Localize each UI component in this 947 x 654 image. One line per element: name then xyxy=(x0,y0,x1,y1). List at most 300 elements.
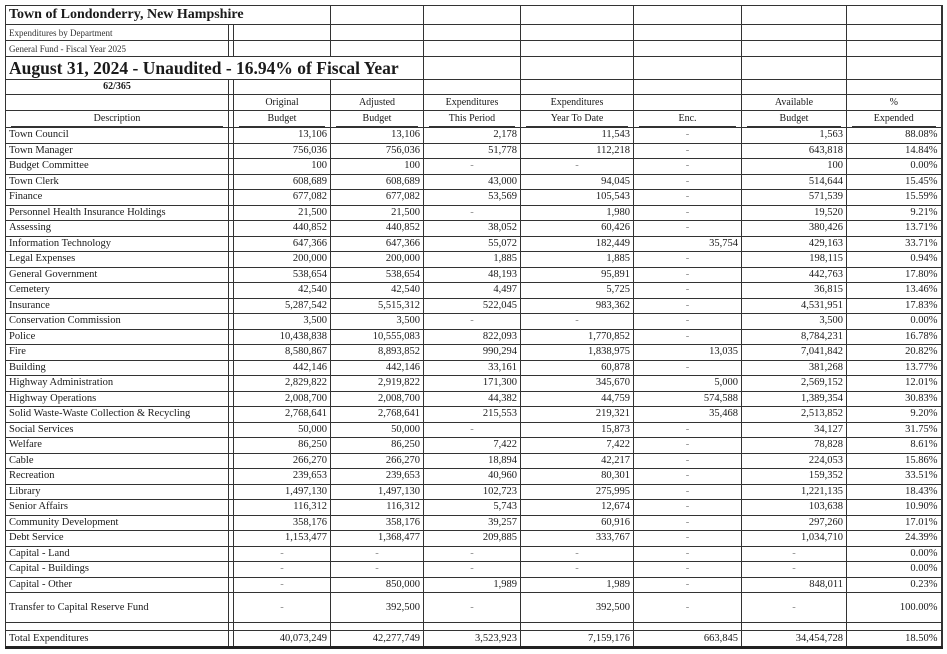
table-row xyxy=(6,453,942,469)
enc-cell: 663,845 xyxy=(634,631,742,648)
available-budget-cell: - xyxy=(742,562,847,578)
header-row-2 xyxy=(6,111,942,128)
adjusted-budget-cell: 116,312 xyxy=(331,500,424,516)
adjusted-budget-cell: 538,654 xyxy=(331,267,424,283)
empty-cell xyxy=(234,41,331,57)
original-budget-cell: - xyxy=(234,562,331,578)
pct-expended-cell: 18.43% xyxy=(847,484,942,500)
description-cell: Town Manager xyxy=(6,143,229,159)
description-cell: Insurance xyxy=(6,298,229,314)
this-period-cell: 1,989 xyxy=(424,577,521,593)
empty-cell xyxy=(742,623,847,631)
this-period-cell: - xyxy=(424,546,521,562)
this-period-cell: - xyxy=(424,562,521,578)
table-row xyxy=(6,159,942,175)
header-label: Budget xyxy=(336,112,418,127)
table-row xyxy=(6,252,942,268)
pct-expended-cell: 0.00% xyxy=(847,314,942,330)
table-row xyxy=(6,407,942,423)
empty-cell xyxy=(331,6,424,25)
report-title: Town of Londonderry, New Hampshire xyxy=(6,6,331,25)
adjusted-budget-cell: 608,689 xyxy=(331,174,424,190)
empty-cell xyxy=(234,80,331,95)
pct-expended-cell: 9.21% xyxy=(847,205,942,221)
enc-cell: - xyxy=(634,453,742,469)
column-header-description xyxy=(6,111,229,128)
original-budget-cell: 42,540 xyxy=(234,283,331,299)
this-period-cell: - xyxy=(424,205,521,221)
original-budget-cell: 440,852 xyxy=(234,221,331,237)
description-cell: Finance xyxy=(6,190,229,206)
empty-cell xyxy=(634,25,742,41)
table-row xyxy=(6,236,942,252)
description-cell: Solid Waste-Waste Collection & Recycling xyxy=(6,407,229,423)
pct-expended-cell: 14.84% xyxy=(847,143,942,159)
description-cell: Community Development xyxy=(6,515,229,531)
original-budget-cell: 100 xyxy=(234,159,331,175)
this-period-cell: 51,778 xyxy=(424,143,521,159)
table-row xyxy=(6,376,942,392)
empty-cell xyxy=(521,57,634,80)
table-row xyxy=(6,360,942,376)
adjusted-budget-cell: 3,500 xyxy=(331,314,424,330)
table-row xyxy=(6,438,942,454)
table-row xyxy=(6,562,942,578)
column-header-available-budget xyxy=(742,111,847,128)
this-period-cell: 3,523,923 xyxy=(424,631,521,648)
year-to-date-cell: 1,980 xyxy=(521,205,634,221)
original-budget-cell: 200,000 xyxy=(234,252,331,268)
this-period-cell: 38,052 xyxy=(424,221,521,237)
adjusted-budget-cell: 86,250 xyxy=(331,438,424,454)
original-budget-cell: 756,036 xyxy=(234,143,331,159)
table-row xyxy=(6,484,942,500)
available-budget-cell: 19,520 xyxy=(742,205,847,221)
available-budget-cell: 7,041,842 xyxy=(742,345,847,361)
empty-cell xyxy=(847,41,942,57)
header-adjusted-top: Adjusted xyxy=(331,95,424,111)
table-row xyxy=(6,298,942,314)
description-cell: Cemetery xyxy=(6,283,229,299)
adjusted-budget-cell: 8,893,852 xyxy=(331,345,424,361)
empty-cell xyxy=(234,25,331,41)
adjusted-budget-cell: 647,366 xyxy=(331,236,424,252)
adjusted-budget-cell: 2,919,822 xyxy=(331,376,424,392)
adjusted-budget-cell: - xyxy=(331,546,424,562)
available-budget-cell: 1,563 xyxy=(742,128,847,144)
original-budget-cell: - xyxy=(234,546,331,562)
original-budget-cell: 358,176 xyxy=(234,515,331,531)
enc-cell: - xyxy=(634,128,742,144)
original-budget-cell: 13,106 xyxy=(234,128,331,144)
available-budget-cell: 297,260 xyxy=(742,515,847,531)
table-row xyxy=(6,546,942,562)
description-cell: Town Council xyxy=(6,128,229,144)
empty-cell xyxy=(424,57,521,80)
available-budget-cell: 4,531,951 xyxy=(742,298,847,314)
available-budget-cell: 198,115 xyxy=(742,252,847,268)
table-row xyxy=(6,267,942,283)
description-cell: Transfer to Capital Reserve Fund xyxy=(6,593,229,623)
description-cell: Debt Service xyxy=(6,531,229,547)
description-cell: Recreation xyxy=(6,469,229,485)
year-to-date-cell: 1,885 xyxy=(521,252,634,268)
description-cell: Building xyxy=(6,360,229,376)
year-to-date-cell: 392,500 xyxy=(521,593,634,623)
available-budget-cell: 2,513,852 xyxy=(742,407,847,423)
pct-expended-cell: 88.08% xyxy=(847,128,942,144)
year-to-date-cell: 44,759 xyxy=(521,391,634,407)
table-row xyxy=(6,531,942,547)
column-header-year-to-date xyxy=(521,111,634,128)
original-budget-cell: - xyxy=(234,593,331,623)
year-to-date-cell: 60,426 xyxy=(521,221,634,237)
empty-cell xyxy=(6,623,229,631)
empty-cell xyxy=(331,80,424,95)
year-to-date-cell: 42,217 xyxy=(521,453,634,469)
this-period-cell: 53,569 xyxy=(424,190,521,206)
original-budget-cell: 239,653 xyxy=(234,469,331,485)
adjusted-budget-cell: 10,555,083 xyxy=(331,329,424,345)
enc-cell: - xyxy=(634,283,742,299)
pct-expended-cell: 13.46% xyxy=(847,283,942,299)
column-header-original-budget xyxy=(234,111,331,128)
available-budget-cell: 3,500 xyxy=(742,314,847,330)
original-budget-cell: 442,146 xyxy=(234,360,331,376)
enc-cell: - xyxy=(634,159,742,175)
adjusted-budget-cell: 42,277,749 xyxy=(331,631,424,648)
original-budget-cell: 2,008,700 xyxy=(234,391,331,407)
table-row xyxy=(6,190,942,206)
this-period-cell: 1,885 xyxy=(424,252,521,268)
year-to-date-cell: 1,838,975 xyxy=(521,345,634,361)
empty-cell xyxy=(521,25,634,41)
available-budget-cell: 78,828 xyxy=(742,438,847,454)
table-row xyxy=(6,500,942,516)
available-budget-cell: 1,034,710 xyxy=(742,531,847,547)
enc-cell: - xyxy=(634,190,742,206)
pct-expended-cell: 10.90% xyxy=(847,500,942,516)
available-budget-cell: 100 xyxy=(742,159,847,175)
year-to-date-cell: 219,321 xyxy=(521,407,634,423)
original-budget-cell: 2,768,641 xyxy=(234,407,331,423)
report-subtitle-fund: General Fund - Fiscal Year 2025 xyxy=(6,41,229,57)
available-budget-cell: 36,815 xyxy=(742,283,847,299)
empty-cell xyxy=(634,80,742,95)
available-budget-cell: 571,539 xyxy=(742,190,847,206)
table-row xyxy=(6,283,942,299)
description-cell: Senior Affairs xyxy=(6,500,229,516)
adjusted-budget-cell: 358,176 xyxy=(331,515,424,531)
empty-cell xyxy=(742,57,847,80)
enc-cell: - xyxy=(634,422,742,438)
available-budget-cell: 159,352 xyxy=(742,469,847,485)
pct-expended-cell: 0.00% xyxy=(847,562,942,578)
this-period-cell: 44,382 xyxy=(424,391,521,407)
available-budget-cell: - xyxy=(742,546,847,562)
enc-cell: - xyxy=(634,469,742,485)
enc-cell: - xyxy=(634,329,742,345)
available-budget-cell: 1,221,135 xyxy=(742,484,847,500)
enc-cell: - xyxy=(634,174,742,190)
header-label: Expended xyxy=(852,112,936,127)
enc-cell: - xyxy=(634,577,742,593)
empty-cell xyxy=(424,6,521,25)
pct-expended-cell: 12.01% xyxy=(847,376,942,392)
report-subtitle-department: Expenditures by Department xyxy=(6,25,229,41)
this-period-cell: 215,553 xyxy=(424,407,521,423)
available-budget-cell: 380,426 xyxy=(742,221,847,237)
pct-expended-cell: 0.94% xyxy=(847,252,942,268)
available-budget-cell: 103,638 xyxy=(742,500,847,516)
adjusted-budget-cell: 200,000 xyxy=(331,252,424,268)
this-period-cell: 55,072 xyxy=(424,236,521,252)
header-pct-top: % xyxy=(847,95,942,111)
header-period-top: Expenditures xyxy=(424,95,521,111)
year-to-date-cell: 15,873 xyxy=(521,422,634,438)
this-period-cell: 7,422 xyxy=(424,438,521,454)
day-count: 62/365 xyxy=(6,80,229,95)
empty-cell xyxy=(331,623,424,631)
adjusted-budget-cell: 2,768,641 xyxy=(331,407,424,423)
table-row xyxy=(6,174,942,190)
empty-cell xyxy=(847,6,942,25)
empty-cell xyxy=(331,25,424,41)
empty-cell xyxy=(521,80,634,95)
transfer-row xyxy=(6,593,942,623)
table-row xyxy=(6,469,942,485)
description-cell: Conservation Commission xyxy=(6,314,229,330)
pct-expended-cell: 33.51% xyxy=(847,469,942,485)
year-to-date-cell: 11,543 xyxy=(521,128,634,144)
table-row xyxy=(6,314,942,330)
this-period-cell: 822,093 xyxy=(424,329,521,345)
adjusted-budget-cell: 442,146 xyxy=(331,360,424,376)
year-to-date-cell: 5,725 xyxy=(521,283,634,299)
available-budget-cell: 8,784,231 xyxy=(742,329,847,345)
empty-cell xyxy=(424,25,521,41)
year-to-date-cell: 12,674 xyxy=(521,500,634,516)
table-row xyxy=(6,329,942,345)
adjusted-budget-cell: 42,540 xyxy=(331,283,424,299)
adjusted-budget-cell: 440,852 xyxy=(331,221,424,237)
this-period-cell: 171,300 xyxy=(424,376,521,392)
adjusted-budget-cell: 50,000 xyxy=(331,422,424,438)
empty-cell xyxy=(521,6,634,25)
year-to-date-cell: 112,218 xyxy=(521,143,634,159)
pct-expended-cell: 13.77% xyxy=(847,360,942,376)
column-header-pct-expended xyxy=(847,111,942,128)
description-cell: Police xyxy=(6,329,229,345)
header-label: Description xyxy=(11,112,223,127)
original-budget-cell: 1,153,477 xyxy=(234,531,331,547)
table-row xyxy=(6,345,942,361)
description-cell: Capital - Buildings xyxy=(6,562,229,578)
year-to-date-cell: 7,422 xyxy=(521,438,634,454)
year-to-date-cell: 94,045 xyxy=(521,174,634,190)
empty-cell xyxy=(424,623,521,631)
pct-expended-cell: 20.82% xyxy=(847,345,942,361)
this-period-cell: 39,257 xyxy=(424,515,521,531)
enc-cell: - xyxy=(634,143,742,159)
pct-expended-cell: 8.61% xyxy=(847,438,942,454)
adjusted-budget-cell: 5,515,312 xyxy=(331,298,424,314)
pct-expended-cell: 33.71% xyxy=(847,236,942,252)
original-budget-cell: 40,073,249 xyxy=(234,631,331,648)
enc-cell: 35,754 xyxy=(634,236,742,252)
empty-cell xyxy=(847,80,942,95)
year-to-date-cell: 333,767 xyxy=(521,531,634,547)
enc-cell: - xyxy=(634,221,742,237)
adjusted-budget-cell: 21,500 xyxy=(331,205,424,221)
enc-cell: - xyxy=(634,267,742,283)
header-label: Enc. xyxy=(639,112,736,127)
original-budget-cell: 266,270 xyxy=(234,453,331,469)
this-period-cell: 48,193 xyxy=(424,267,521,283)
original-budget-cell: 647,366 xyxy=(234,236,331,252)
enc-cell: 5,000 xyxy=(634,376,742,392)
adjusted-budget-cell: 850,000 xyxy=(331,577,424,593)
header-label: Year To Date xyxy=(526,112,628,127)
original-budget-cell: - xyxy=(234,577,331,593)
original-budget-cell: 86,250 xyxy=(234,438,331,454)
enc-cell: - xyxy=(634,484,742,500)
original-budget-cell: 116,312 xyxy=(234,500,331,516)
enc-cell: - xyxy=(634,205,742,221)
header-row-1 xyxy=(6,95,942,111)
description-cell: Information Technology xyxy=(6,236,229,252)
pct-expended-cell: 18.50% xyxy=(847,631,942,648)
pct-expended-cell: 30.83% xyxy=(847,391,942,407)
year-to-date-cell: 60,916 xyxy=(521,515,634,531)
enc-cell: - xyxy=(634,314,742,330)
available-budget-cell: 2,569,152 xyxy=(742,376,847,392)
available-budget-cell: 848,011 xyxy=(742,577,847,593)
description-cell: Social Services xyxy=(6,422,229,438)
adjusted-budget-cell: 2,008,700 xyxy=(331,391,424,407)
adjusted-budget-cell: 392,500 xyxy=(331,593,424,623)
year-to-date-cell: 983,362 xyxy=(521,298,634,314)
table-row xyxy=(6,391,942,407)
available-budget-cell: 34,454,728 xyxy=(742,631,847,648)
table-row xyxy=(6,128,942,144)
empty-cell xyxy=(847,57,942,80)
adjusted-budget-cell: 1,368,477 xyxy=(331,531,424,547)
description-cell: Personnel Health Insurance Holdings xyxy=(6,205,229,221)
year-to-date-cell: 1,770,852 xyxy=(521,329,634,345)
adjusted-budget-cell: - xyxy=(331,562,424,578)
original-budget-cell: 608,689 xyxy=(234,174,331,190)
this-period-cell: 18,894 xyxy=(424,453,521,469)
available-budget-cell: 1,389,354 xyxy=(742,391,847,407)
column-header-enc xyxy=(634,111,742,128)
expenditure-report-table xyxy=(5,5,943,649)
header-label: This Period xyxy=(429,112,515,127)
pct-expended-cell: 15.59% xyxy=(847,190,942,206)
enc-cell: 574,588 xyxy=(634,391,742,407)
this-period-cell: - xyxy=(424,422,521,438)
year-to-date-cell: 105,543 xyxy=(521,190,634,206)
empty-cell xyxy=(742,41,847,57)
available-budget-cell: 514,644 xyxy=(742,174,847,190)
empty-cell xyxy=(521,623,634,631)
year-to-date-cell: 182,449 xyxy=(521,236,634,252)
adjusted-budget-cell: 13,106 xyxy=(331,128,424,144)
description-cell: General Government xyxy=(6,267,229,283)
header-original-top: Original xyxy=(234,95,331,111)
table-row xyxy=(6,205,942,221)
pct-expended-cell: 17.01% xyxy=(847,515,942,531)
table-row xyxy=(6,577,942,593)
enc-cell: - xyxy=(634,546,742,562)
enc-cell: 13,035 xyxy=(634,345,742,361)
description-cell: Cable xyxy=(6,453,229,469)
year-to-date-cell: - xyxy=(521,562,634,578)
original-budget-cell: 2,829,822 xyxy=(234,376,331,392)
header-available-top: Available xyxy=(742,95,847,111)
adjusted-budget-cell: 1,497,130 xyxy=(331,484,424,500)
pct-expended-cell: 100.00% xyxy=(847,593,942,623)
available-budget-cell: - xyxy=(742,593,847,623)
pct-expended-cell: 15.45% xyxy=(847,174,942,190)
adjusted-budget-cell: 266,270 xyxy=(331,453,424,469)
description-cell: Capital - Land xyxy=(6,546,229,562)
pct-expended-cell: 0.23% xyxy=(847,577,942,593)
total-row xyxy=(6,631,942,648)
this-period-cell: 522,045 xyxy=(424,298,521,314)
adjusted-budget-cell: 239,653 xyxy=(331,469,424,485)
pct-expended-cell: 15.86% xyxy=(847,453,942,469)
original-budget-cell: 21,500 xyxy=(234,205,331,221)
pct-expended-cell: 31.75% xyxy=(847,422,942,438)
enc-cell: - xyxy=(634,360,742,376)
this-period-cell: 5,743 xyxy=(424,500,521,516)
year-to-date-cell: - xyxy=(521,546,634,562)
description-cell: Legal Expenses xyxy=(6,252,229,268)
enc-cell: - xyxy=(634,252,742,268)
available-budget-cell: 34,127 xyxy=(742,422,847,438)
header-label: Budget xyxy=(239,112,325,127)
pct-expended-cell: 17.83% xyxy=(847,298,942,314)
available-budget-cell: 429,163 xyxy=(742,236,847,252)
pct-expended-cell: 16.78% xyxy=(847,329,942,345)
description-cell: Welfare xyxy=(6,438,229,454)
description-cell: Total Expenditures xyxy=(6,631,229,648)
enc-cell: - xyxy=(634,500,742,516)
original-budget-cell: 538,654 xyxy=(234,267,331,283)
pct-expended-cell: 0.00% xyxy=(847,159,942,175)
enc-cell: - xyxy=(634,531,742,547)
this-period-cell: 43,000 xyxy=(424,174,521,190)
column-header-this-period xyxy=(424,111,521,128)
header-label: Budget xyxy=(747,112,841,127)
original-budget-cell: 3,500 xyxy=(234,314,331,330)
table-row xyxy=(6,221,942,237)
this-period-cell: 33,161 xyxy=(424,360,521,376)
empty-cell xyxy=(742,6,847,25)
empty-cell xyxy=(742,25,847,41)
available-budget-cell: 381,268 xyxy=(742,360,847,376)
description-cell: Highway Operations xyxy=(6,391,229,407)
original-budget-cell: 50,000 xyxy=(234,422,331,438)
this-period-cell: 209,885 xyxy=(424,531,521,547)
pct-expended-cell: 13.71% xyxy=(847,221,942,237)
this-period-cell: - xyxy=(424,314,521,330)
this-period-cell: - xyxy=(424,593,521,623)
empty-cell xyxy=(331,41,424,57)
empty-cell xyxy=(234,623,331,631)
available-budget-cell: 224,053 xyxy=(742,453,847,469)
